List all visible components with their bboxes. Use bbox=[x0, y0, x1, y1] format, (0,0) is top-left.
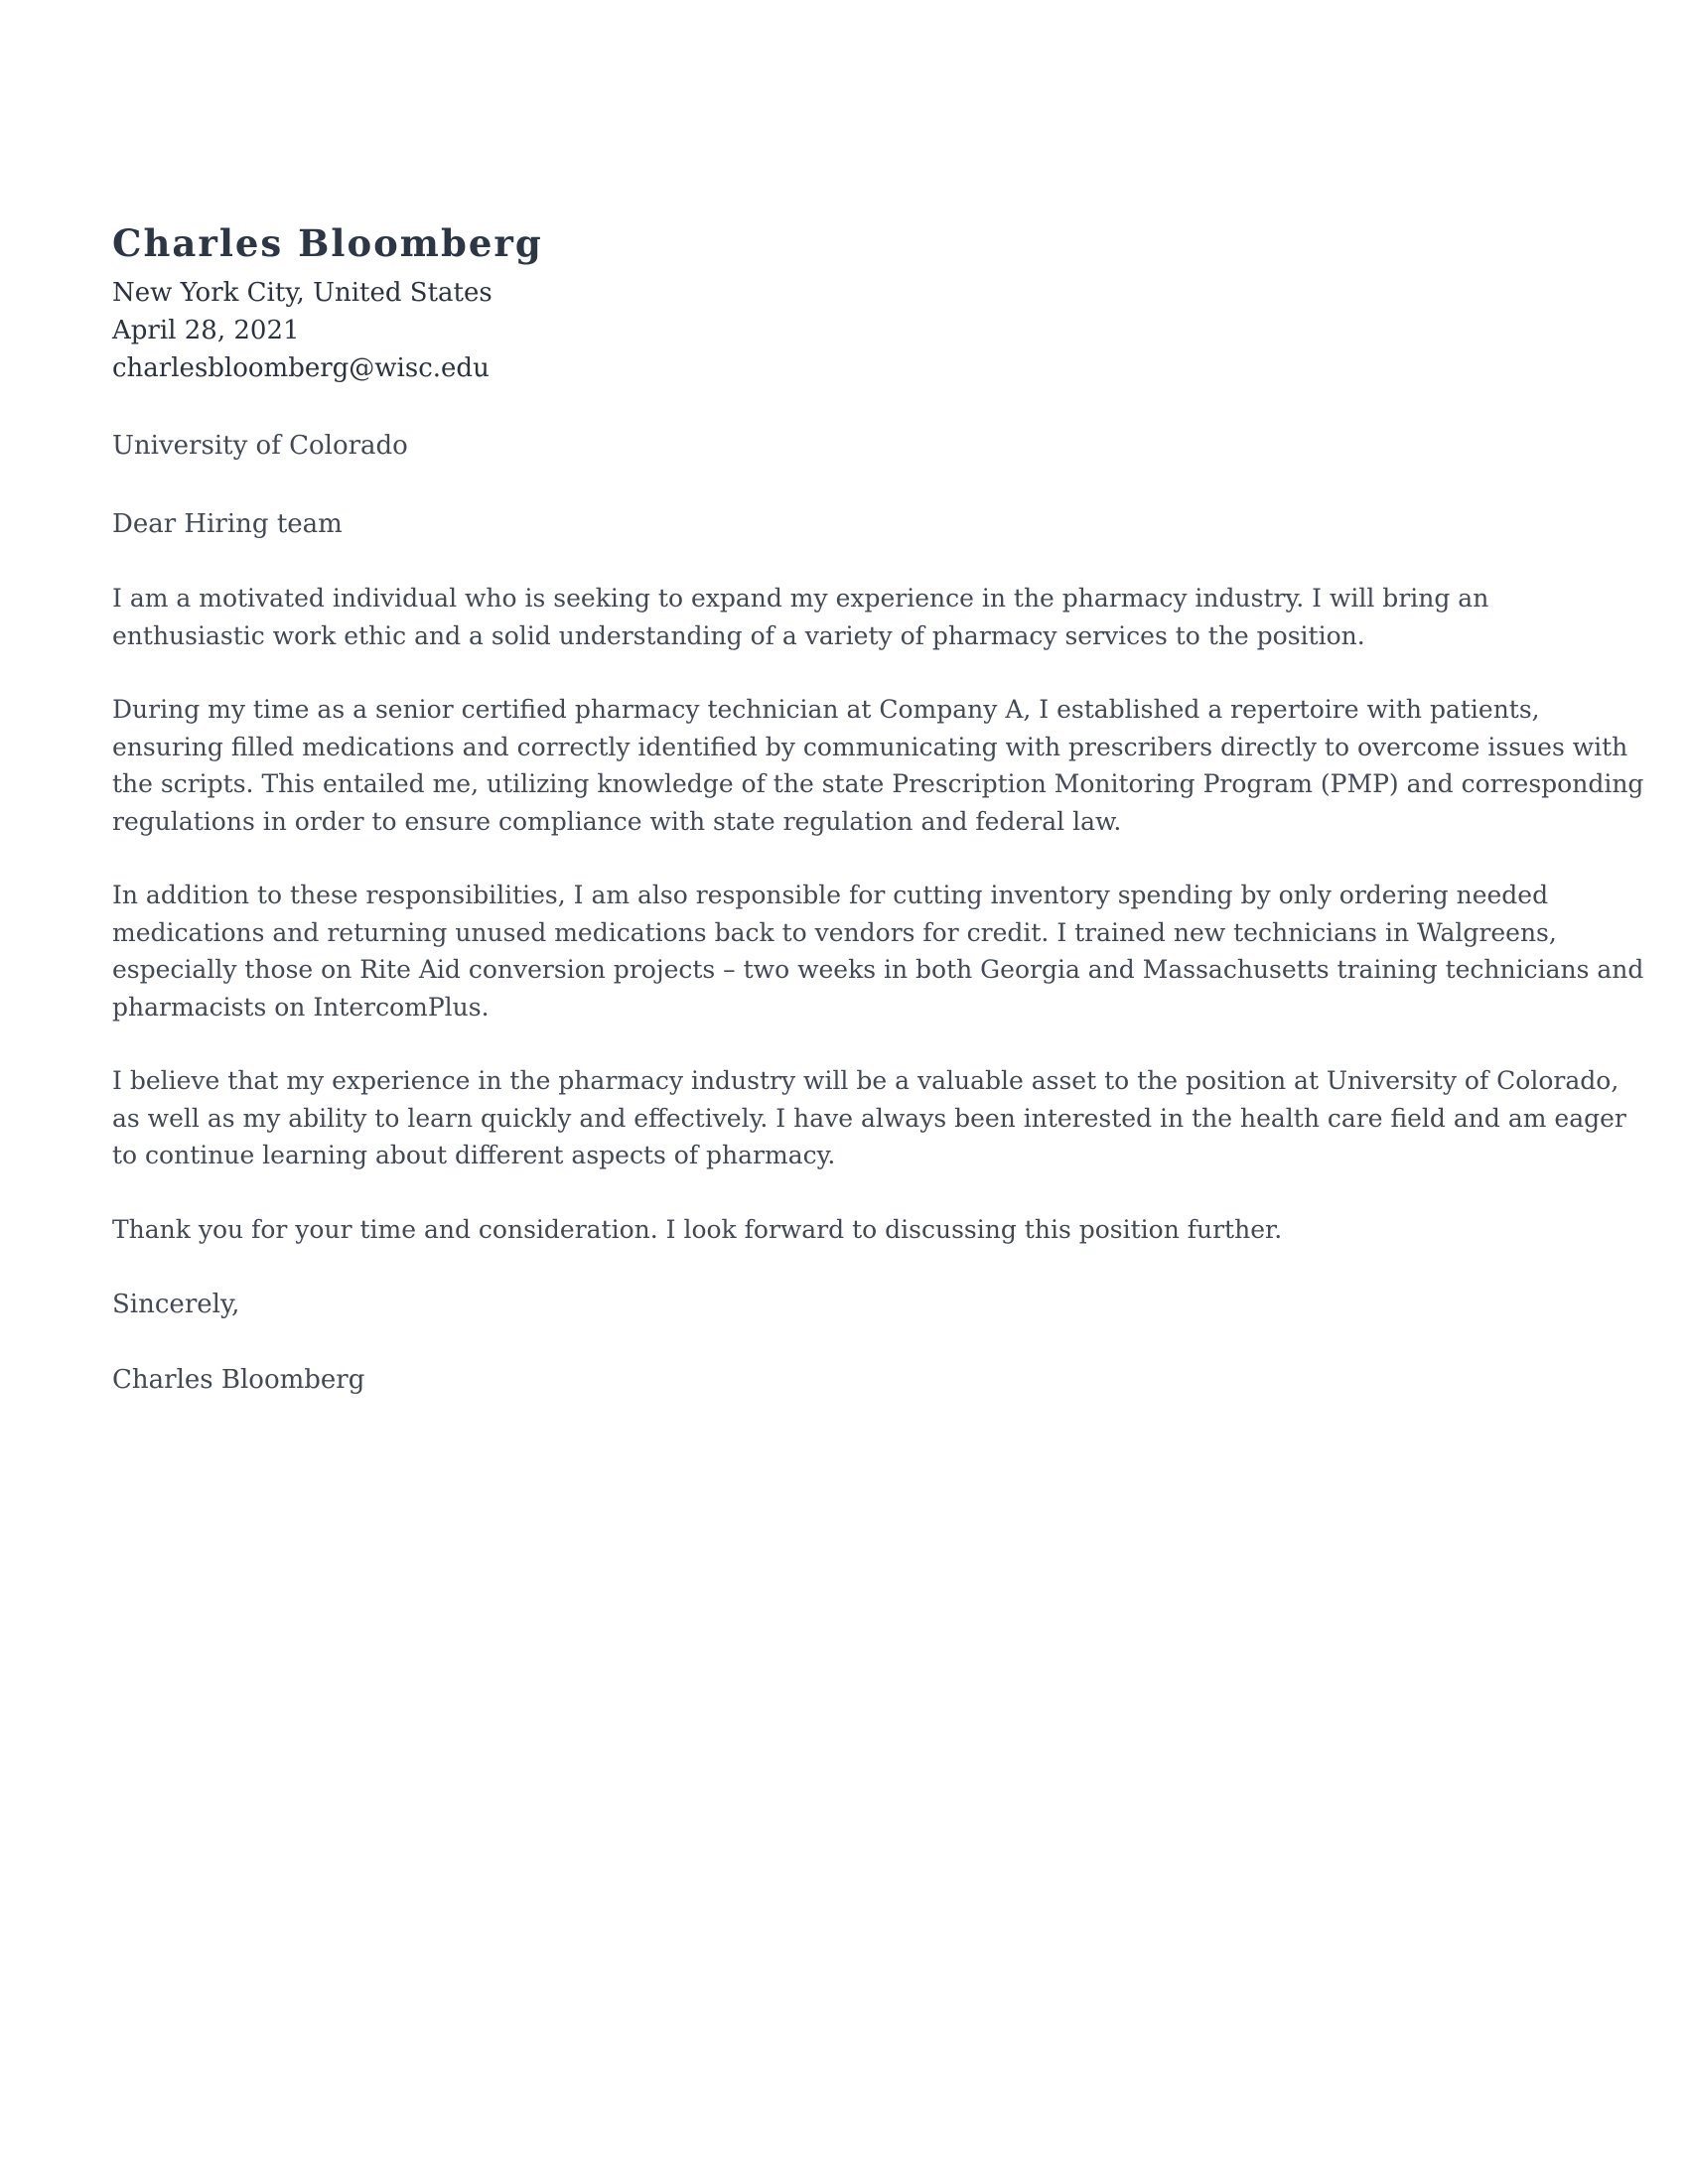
cover-letter bbox=[112, 216, 1644, 1399]
recipient-name: University of Colorado bbox=[112, 431, 408, 461]
paragraph-line: as well as my ability to learn quickly and effectively. I have always been interested in the health care field and am eager bbox=[112, 1103, 1626, 1133]
letter-body bbox=[112, 580, 1644, 1248]
body-paragraph bbox=[112, 1062, 1626, 1174]
paragraph-line: ensuring filled medications and correctly identified by communicating with prescribers directly to overcome issues with bbox=[112, 732, 1628, 761]
body-paragraph bbox=[112, 580, 1582, 654]
letter-date: April 28, 2021 bbox=[112, 316, 300, 345]
closing: Sincerely, bbox=[112, 1290, 240, 1319]
paragraph-line: regulations in order to ensure compliance with state regulation and federal law. bbox=[112, 806, 1122, 836]
signature-name: Charles Bloomberg bbox=[112, 1365, 365, 1395]
sender-name: Charles Bloomberg bbox=[112, 221, 543, 265]
paragraph-line: pharmacists on IntercomPlus. bbox=[112, 992, 490, 1022]
paragraph-line: I believe that my experience in the pharmacy industry will be a valuable asset to the position at University of Colorado, bbox=[112, 1066, 1619, 1095]
body-paragraph bbox=[112, 691, 1644, 840]
paragraph-line: enthusiastic work ethic and a solid understanding of a variety of pharmacy services to the position. bbox=[112, 620, 1365, 650]
paragraph-line: Thank you for your time and consideration. I look forward to discussing this position further. bbox=[112, 1214, 1283, 1244]
salutation: Dear Hiring team bbox=[112, 509, 343, 539]
sender-email: charlesbloomberg@wisc.edu bbox=[112, 353, 490, 383]
paragraph-line: especially those on Rite Aid conversion projects – two weeks in both Georgia and Massachusetts training technicians and bbox=[112, 955, 1644, 984]
paragraph-line: In addition to these responsibilities, I am also responsible for cutting inventory spending by only ordering needed bbox=[112, 881, 1549, 909]
sender-contact-block bbox=[112, 274, 1582, 387]
body-paragraph bbox=[112, 1211, 1582, 1249]
paragraph-line: I am a motivated individual who is seeking to expand my experience in the pharmacy industry. I will bring an bbox=[112, 584, 1489, 613]
paragraph-line: medications and returning unused medications back to vendors for credit. I trained new technicians in Walgreens, bbox=[112, 917, 1557, 947]
paragraph-line: the scripts. This entailed me, utilizing knowledge of the state Prescription Monitoring Program (PMP) and corresponding bbox=[112, 769, 1644, 798]
body-paragraph bbox=[112, 877, 1644, 1025]
sender-location: New York City, United States bbox=[112, 278, 492, 308]
paragraph-line: to continue learning about different aspects of pharmacy. bbox=[112, 1141, 836, 1169]
paragraph-line: During my time as a senior certified pharmacy technician at Company A, I established a repertoire with patients, bbox=[112, 695, 1540, 724]
